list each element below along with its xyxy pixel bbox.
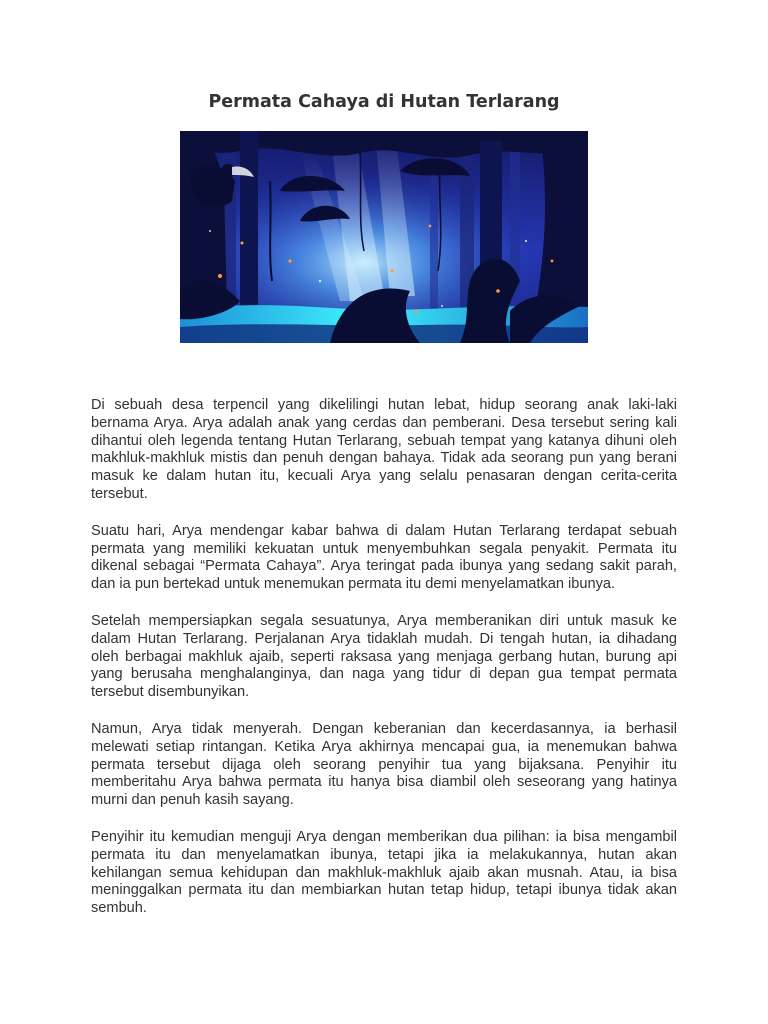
paragraph: Penyihir itu kemudian menguji Arya dengan memberikan dua pilihan: ia bisa mengambil permata itu dan menyelamatkan ibunya, tetapi jika ia melakukannya, hutan akan kehilangan semua kehidupan dan makhluk-makhluk ajaib akan musnah. Atau, ia bisa meninggalkan permata itu dan membiarkan hutan tetap hidup, tetapi ibunya tidak akan sembuh. (91, 828, 677, 917)
page-title: Permata Cahaya di Hutan Terlarang (208, 92, 560, 112)
story-body (91, 397, 677, 937)
paragraph: Di sebuah desa terpencil yang dikelilingi hutan lebat, hidup seorang anak laki-laki bernama Arya. Arya adalah anak yang cerdas dan pemberani. Desa tersebut sering kali dihantui oleh legenda tentang Hutan Terlarang, sebuah tempat yang katanya dihuni oleh makhluk-makhluk mistis dan penuh dengan bahaya. Tidak ada seorang pun yang berani masuk ke dalam hutan itu, kecuali Arya yang selalu penasaran dengan cerita-cerita tersebut. (91, 397, 677, 502)
paragraph: Suatu hari, Arya mendengar kabar bahwa di dalam Hutan Terlarang terdapat sebuah permata yang memiliki kekuatan untuk menyembuhkan segala penyakit. Permata itu dikenal sebagai “Permata Cahaya”. Arya teringat pada ibunya yang sedang sakit parah, dan ia pun bertekad untuk menemukan permata itu demi menyelamatkan ibunya. (91, 522, 677, 593)
forest-illustration (180, 131, 588, 343)
paragraph: Namun, Arya tidak menyerah. Dengan keberanian dan kecerdasannya, ia berhasil melewati setiap rintangan. Ketika Arya akhirnya mencapai gua, ia menemukan bahwa permata tersebut dijaga oleh seorang penyihir tua yang bijaksana. Penyihir itu memberitahu Arya bahwa permata itu hanya bisa diambil oleh seseorang yang hatinya murni dan penuh kasih sayang. (91, 720, 677, 809)
paragraph: Setelah mempersiapkan segala sesuatunya, Arya memberanikan diri untuk masuk ke dalam Hutan Terlarang. Perjalanan Arya tidaklah mudah. Di tengah hutan, ia dihadang oleh berbagai makhluk ajaib, seperti raksasa yang menjaga gerbang hutan, burung api yang berusaha menghalanginya, dan naga yang tidur di depan gua tempat permata tersebut disembunyikan. (91, 612, 677, 701)
